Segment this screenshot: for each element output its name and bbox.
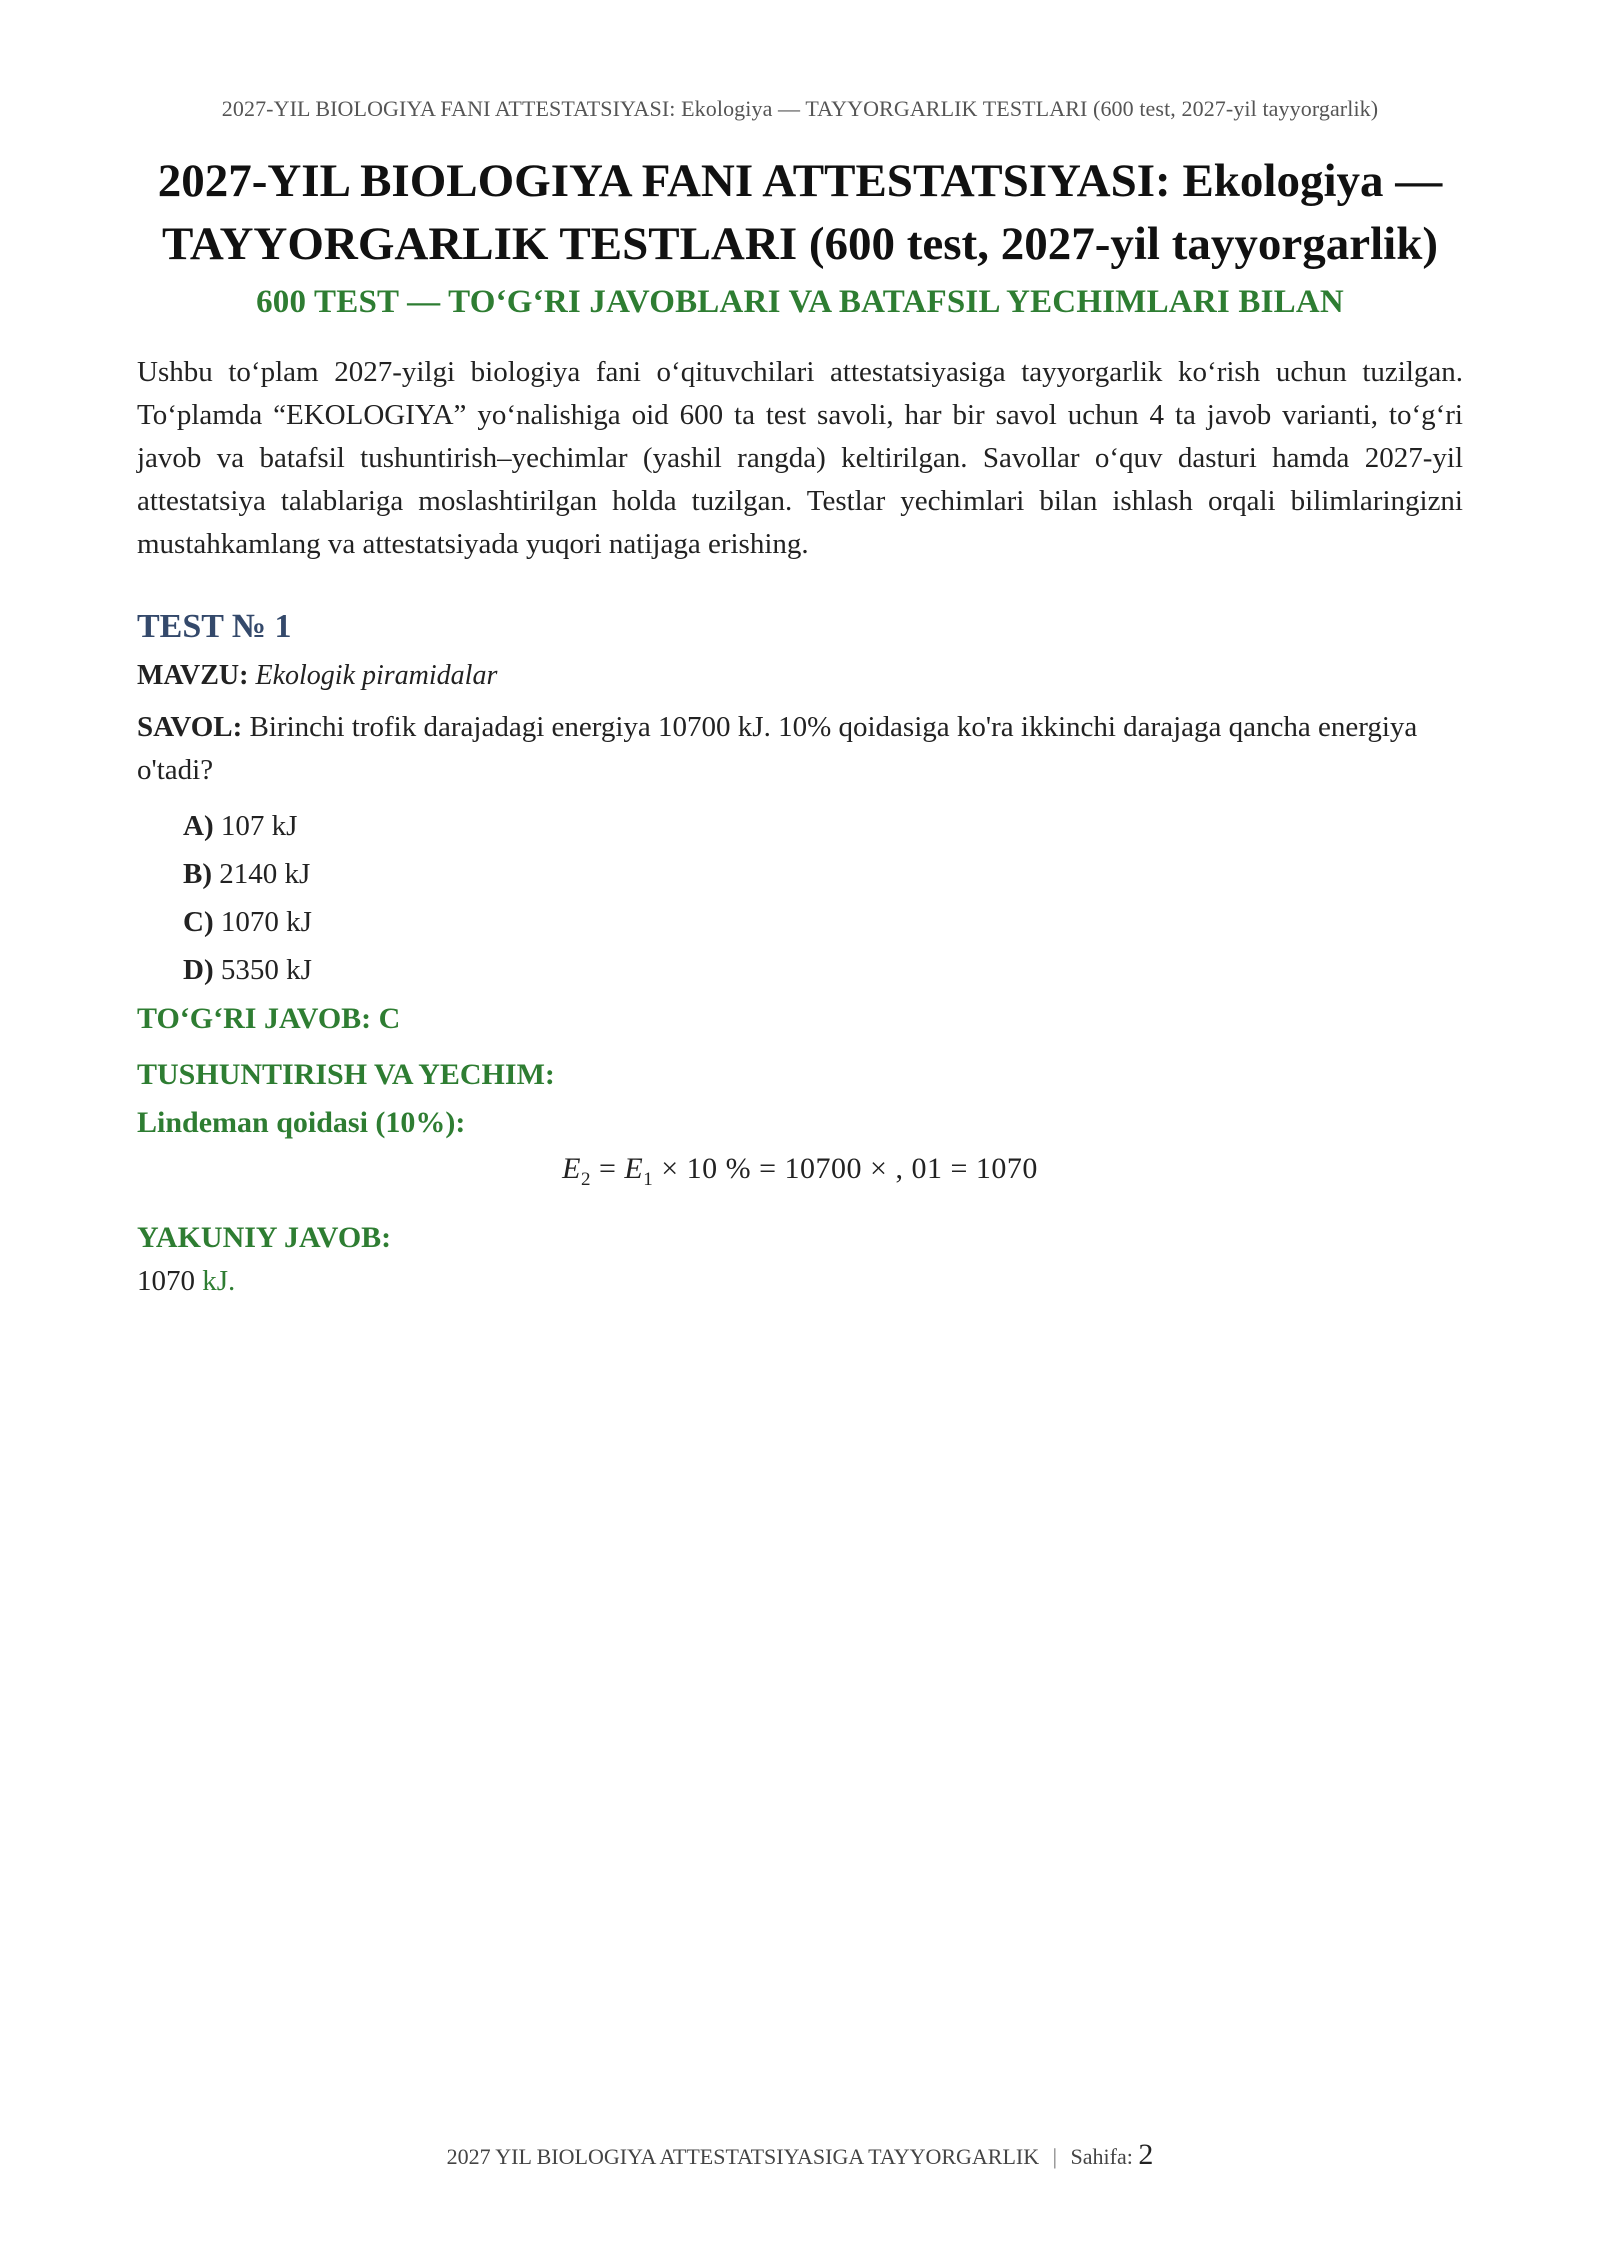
test-topic [137, 660, 1463, 692]
option-a [183, 802, 1463, 850]
final-answer-heading: YAKUNIY JAVOB: [137, 1221, 392, 1254]
document-title: 2027-YIL BIOLOGIYA FANI ATTESTATSIYASI: Ekologiya — TAYYORGARLIK TESTLARI (600 test, 2027-yil tayyorgarlik) [157, 155, 1443, 270]
option-text: 1070 kJ [220, 906, 312, 938]
formula-lhs-sub: 2 [580, 1169, 591, 1190]
solution-formula [137, 1152, 1463, 1191]
option-text: 107 kJ [220, 810, 298, 842]
test-question [137, 706, 1463, 792]
option-text: 5350 kJ [220, 954, 312, 986]
formula-rest: × 10 % = 10700 × , 01 = 1070 [653, 1152, 1038, 1185]
test-number-heading: TEST № 1 [137, 608, 292, 645]
question-label: SAVOL: [137, 711, 243, 743]
correct-answer: TO‘G‘RI JAVOB: C [137, 1002, 401, 1035]
page-number: 2 [1138, 2138, 1154, 2171]
option-b [183, 850, 1463, 898]
intro-paragraph: Ushbu to‘plam 2027-yilgi biologiya fani o‘qituvchilari attestatsiyasiga tayyorgarlik ko‘rish uchun tuzilgan. To‘plamda “EKOLOGIYA” yo‘nalishiga oid 600 ta test savoli, har bir savol uchun 4 ta javob varianti, to‘g‘ri javob va batafsil tushuntirish–yechimlar (yashil rangda) keltirilgan. Savollar o‘quv dasturi hamda 2027-yil attestatsiya talablariga moslashtirilgan holda tuzilgan. Testlar yechimlari bilan ishlash orqali bilimlaringizni mustahkamlang va attestatsiyada yuqori natijaga erishing. [137, 356, 1463, 560]
page-footer [0, 2138, 1600, 2172]
topic-value: Ekologik piramidalar [255, 660, 498, 691]
option-letter: B) [183, 858, 212, 890]
topic-label: MAVZU: [137, 660, 249, 691]
option-letter: D) [183, 954, 214, 986]
rule-heading: Lindeman qoidasi (10%): [137, 1106, 466, 1139]
option-text: 2140 kJ [219, 858, 311, 890]
formula-equals: = [590, 1152, 625, 1185]
answer-options [183, 802, 1463, 994]
option-letter: C) [183, 906, 214, 938]
explanation-heading: TUSHUNTIRISH VA YECHIM: [137, 1058, 555, 1091]
final-answer-number: 1070 [137, 1265, 195, 1297]
formula-lhs-var: E [562, 1152, 581, 1185]
formula-rhs-var: E [624, 1152, 644, 1185]
question-text: Birinchi trofik darajadagi energiya 10700 kJ. 10% qoidasiga ko'ra ikkinchi darajaga qancha energiya o'tadi? [137, 711, 1418, 786]
running-header: 2027-YIL BIOLOGIYA FANI ATTESTATSIYASI: Ekologiya — TAYYORGARLIK TESTLARI (600 test, 2027-yil tayyorgarlik) [221, 96, 1379, 121]
formula-rhs-sub: 1 [643, 1169, 654, 1190]
final-answer-value [137, 1265, 1463, 1298]
document-subtitle: 600 TEST — TO‘G‘RI JAVOBLARI VA BATAFSIL YECHIMLARI BILAN [256, 284, 1344, 320]
option-d [183, 946, 1463, 994]
footer-separator: | [1052, 2144, 1058, 2169]
option-c [183, 898, 1463, 946]
final-answer-unit: kJ. [202, 1265, 236, 1297]
page-content [137, 150, 1463, 1298]
footer-page-label: Sahifa: [1070, 2144, 1133, 2169]
footer-label: 2027 YIL BIOLOGIYA ATTESTATSIYASIGA TAYYORGARLIK [446, 2144, 1040, 2169]
option-letter: A) [183, 810, 214, 842]
